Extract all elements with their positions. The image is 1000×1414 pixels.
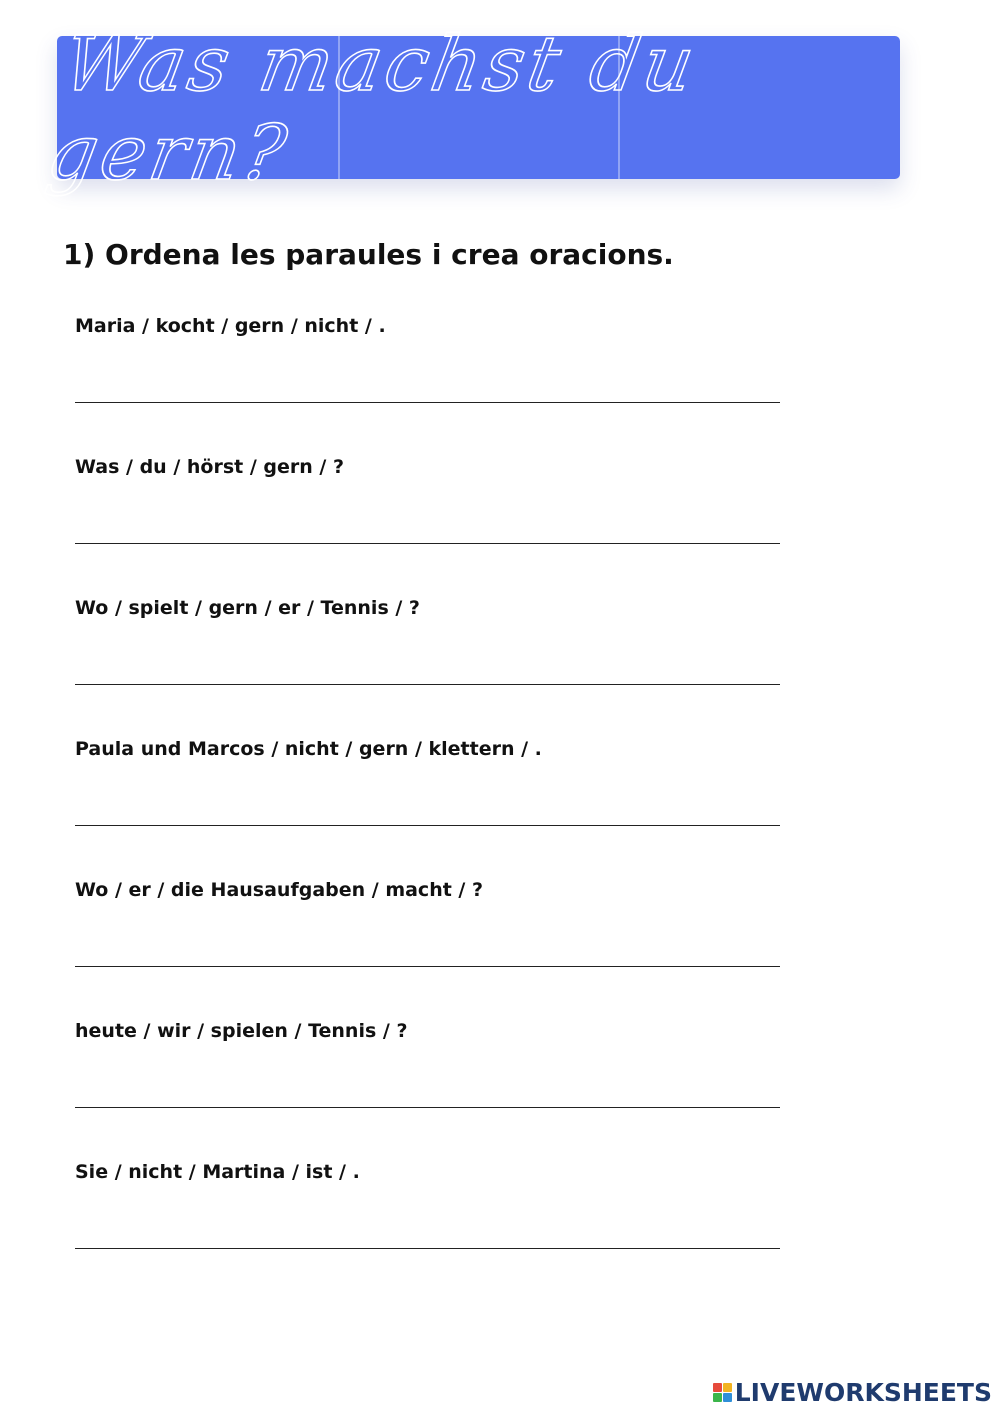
exercise-prompt: Maria / kocht / gern / nicht / . bbox=[75, 315, 386, 337]
liveworksheets-watermark bbox=[713, 1374, 992, 1410]
exercise-prompt: Wo / er / die Hausaufgaben / macht / ? bbox=[75, 879, 483, 901]
logo-square-red bbox=[713, 1383, 722, 1392]
exercise-item bbox=[75, 452, 780, 593]
answer-input[interactable] bbox=[75, 543, 780, 544]
exercise-item bbox=[75, 1157, 780, 1298]
worksheet-title: Was machst du gern? bbox=[41, 18, 705, 197]
logo-square-yellow bbox=[723, 1383, 732, 1392]
exercise-prompt: Was / du / hörst / gern / ? bbox=[75, 456, 344, 478]
logo-square-green bbox=[713, 1393, 722, 1402]
answer-input[interactable] bbox=[75, 825, 780, 826]
logo-square-blue bbox=[723, 1393, 732, 1402]
answer-input[interactable] bbox=[75, 966, 780, 967]
exercise-item bbox=[75, 875, 780, 1016]
exercise-item bbox=[75, 1016, 780, 1157]
answer-input[interactable] bbox=[75, 1248, 780, 1249]
title-banner bbox=[41, 18, 900, 197]
exercise-list bbox=[75, 311, 780, 1298]
answer-input[interactable] bbox=[75, 684, 780, 685]
exercise-instruction: 1) Ordena les paraules i crea oracions. bbox=[63, 238, 674, 271]
exercise-prompt: heute / wir / spielen / Tennis / ? bbox=[75, 1020, 408, 1042]
exercise-prompt: Sie / nicht / Martina / ist / . bbox=[75, 1161, 360, 1183]
answer-input[interactable] bbox=[75, 1107, 780, 1108]
exercise-prompt: Paula und Marcos / nicht / gern / klettern / . bbox=[75, 738, 542, 760]
exercise-item bbox=[75, 593, 780, 734]
liveworksheets-logo-icon bbox=[713, 1383, 732, 1402]
exercise-prompt: Wo / spielt / gern / er / Tennis / ? bbox=[75, 597, 420, 619]
answer-input[interactable] bbox=[75, 402, 780, 403]
watermark-text: LIVEWORKSHEETS bbox=[734, 1377, 992, 1407]
exercise-item bbox=[75, 734, 780, 875]
exercise-item bbox=[75, 311, 780, 452]
